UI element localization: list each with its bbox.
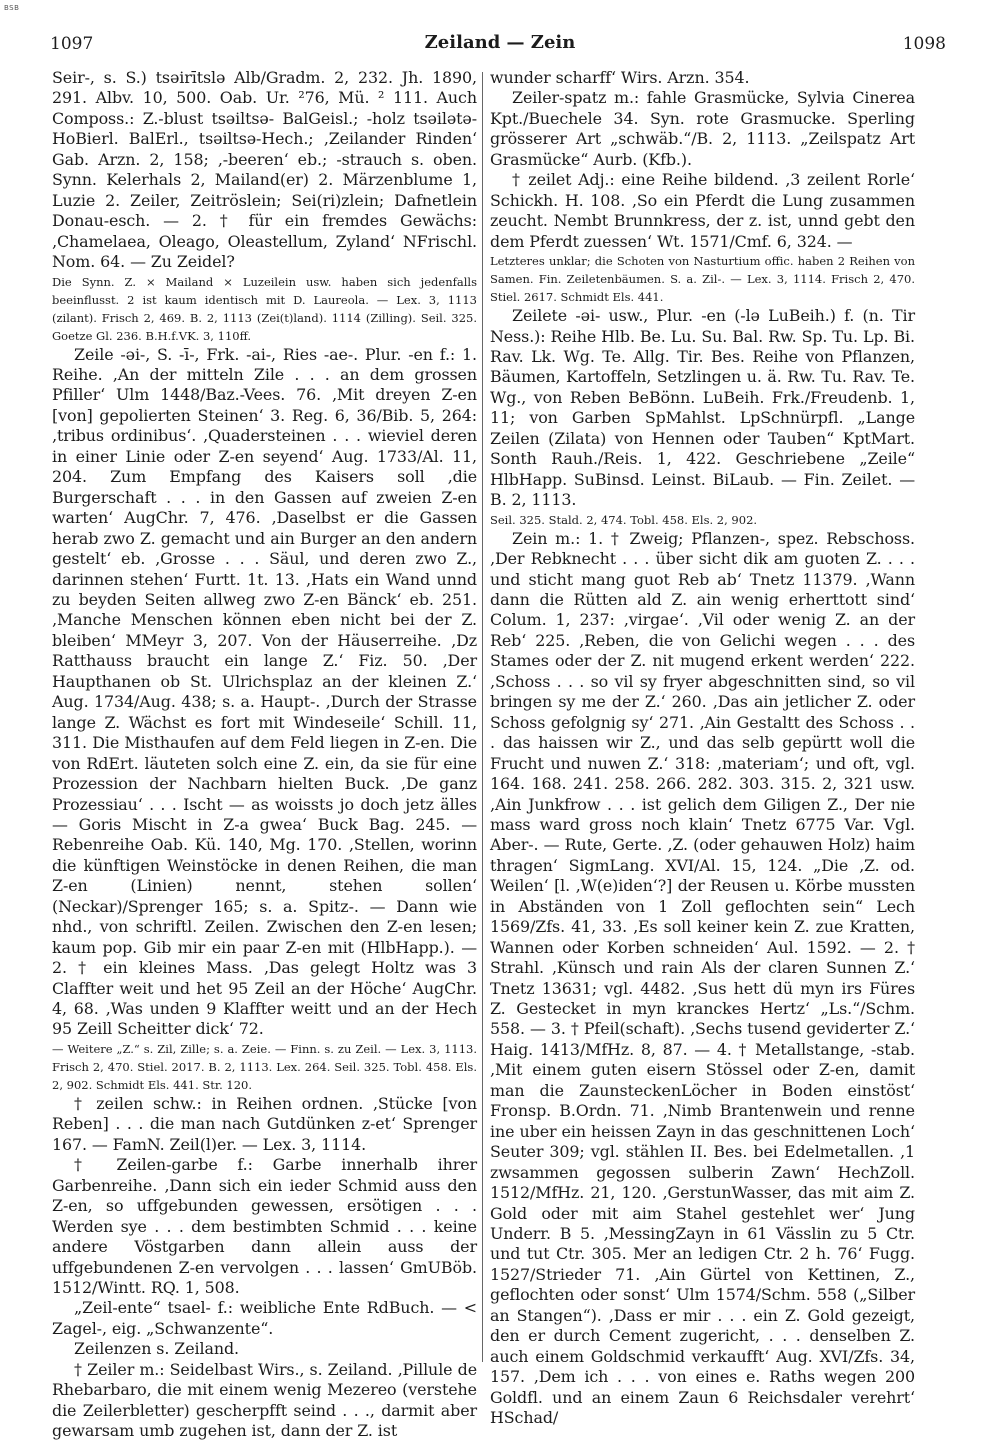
dictionary-entry: Zein m.: 1. † Zweig; Pflanzen-, spez. Rebschoss. ‚Der Rebknecht . . . über sicht dik am guoten Z. . . . und sticht mang guot Reb ab‘ Tnetz 11379. ‚Wann dann die Rütten ald Z. ain wenig erherttott sind‘ Colum. 1, 237: ‚virgae‘. ‚Vil oder wenig Z. an der Reb‘ 225. ‚Reben, die von Gelichi wegen . . . des Stames oder der Z. nit mugend erkent werden‘ 222. ‚Schoss . . . so vil sy fryer abgeschnitten sind, so vil bringen sy me der Z.‘ 260. ‚Das ain jetlicher Z. oder Schoss gefolgnig sy‘ 271. ‚Ain Gestaltt des Schoss . . . das haissen wir Z., und das selb gepürtt woll die Frucht und nuwen Z.‘ 318: ‚materiam‘; und oft, vgl. 164. 168. 241. 258. 266. 282. 303. 315. 2, 321 usw. ‚Ain Junkfrow . . . ist gelich dem Giligen Z., Der nie mass ward gross noch klain‘ Tnetz 6775 Var. Vgl. Aber-. — Rute, Gerte. ‚Z. (oder gehauwen Holz) haim thragen‘ SigmLang. XVI/Al. 15, 124. „Die ‚Z. od. Weilen‘ [l. ‚W(e)iden‘?] der Reusen u. Körbe mussten in Abständen von 1 Zoll geflochten sein“ Lech 1569/Zfs. 41, 33. ‚Es soll keiner kein Z. zue Kratten, Wannen oder Korben schneiden‘ Aul. 1592. — 2. † Strahl. ‚Künsch und rain Als der claren Sunnen Z.‘ Tnetz 13631; vgl. 4482. ‚Sus hett dü myn irs Füres Z. Gestecket in myn kranckes Hertz‘ „Ls.“/Schm. 558. — 3. † Pfeil(schaft). ‚Sechs tusend geviderter Z.‘ Haig. 1413/MfHz. 8, 87. — 4. † Metallstange, -stab. ‚Mit einem guten eisern Stössel oder Z-en, damit man die ZaunsteckenLöcher in Boden einstöst‘ Fronsp. B.Ordn. 71. ‚Nimb Brantenwein und renne ine uber ein heissen Zayn in das geschnittenen Loch‘ Seuter 309; vgl. stählen II. Bes. bei Edelmetallen. ‚1 zwsammen gegossen sulberin Zawn‘ HechZoll. 1512/MfHz. 21, 120. ‚GerstunWasser, das mit aim Z. Gold oder mit aim Stahel gestehlet wer‘ Jung Underr. B 5. ‚MessingZayn in 61 Vässlin zu 5 Ctr. und tut Ctr. 305. Mer an ledigen Ctr. 2 h. 76‘ Fugg. 1527/Strieder 71. ‚Ain Gürtel von Kettinen, Z., geflochten oder sonst‘ Ulm 1574/Schm. 558 („Silber an Stangen“). ‚Dass er mir . . . ein Z. Gold gezeigt, den er durch Cement zugericht, . . . denselben Z. auch einem Goldschmid verkaufft‘ Aug. XVI/Zfs. 34, 157. ‚Dem ich . . . von eines e. Raths wegen 200 Goldfl. und an einem Zaun 6 Reichsdaler verehrt‘ HSchad/ <box>490 528 915 1428</box>
reference-note: — Weitere „Z.“ s. Zil, Zille; s. a. Zeie. — Finn. s. zu Zeil. — Lex. 3, 1113. Frisch 2, 470. Stiel. 2017. B. 2, 1113. Lex. 264. Seil. 325. Tobl. 458. Els. 2, 902. Schmidt Els. 441. Str. 120. <box>52 1041 477 1092</box>
dictionary-entry: † zeilen schw.: in Reihen ordnen. ‚Stücke [von Reben] . . . die man nach Gutdünken z-et‘ Sprenger 167. — FamN. Zeil(l)er. — Lex. 3, 1114. <box>52 1093 477 1154</box>
dictionary-entry: wunder scharff‘ Wirs. Arzn. 354. <box>490 68 750 87</box>
library-stamp: BSB <box>4 4 20 12</box>
running-header <box>0 30 1000 60</box>
left-column <box>52 68 477 1442</box>
dictionary-entry: Seir-, s. S.) tsəirītslə Alb/Gradm. 2, 232. Jh. 1890, 291. Albv. 10, 500. Oab. Ur. ²76, Mü. ² 111. Auch Composs.: Z.-blust tsəiltsə- BalGeisl.; -holz tsəilətə- HoBierl. BalErl., tsəiltsə-Hech.; ‚Zeilander Rinden‘ Gab. Arzn. 2, 158; ‚-beeren‘ eb.; -strauch s. oben. Synn. Kelerhals 2, Mailand(er) 2. Märzenblume 1, Luzie 2. Zeiler, Zeitröslein; Sei(ri)zlein; Dafnetlein Donau-esch. — 2. † für ein fremdes Gewächs: ‚Chamelaea, Oleago, Oleastellum, Zyland‘ NFrischl. Nom. 64. — Zu Zeidel? <box>52 68 477 272</box>
reference-note: Seil. 325. Stald. 2, 474. Tobl. 458. Els. 2, 902. <box>490 512 758 527</box>
dictionary-entry: Zeilete -əi- usw., Plur. -en (-lə LuBeih.) f. (n. Tir Ness.): Reihe Hlb. Be. Lu. Su. Bal. Rw. Sp. Tu. Lp. Bi. Rav. Lk. Wg. Te. Allg. Tir. Bes. Reihe von Pflanzen, Bäumen, Kartoffeln, Setzlingen u. ä. Rw. Tu. Rav. Te. Wg., von Reben BeBönn. LuBeih. Frk./Freudenb. 1, 11; von Garben SpMahlst. LpSchnürpfl. „Lange Zeilen (Zilata) von Hennen oder Tauben“ KptMart. Sonth Rauh./Reis. 1, 422. Geschriebene „Zeile“ HlbHapp. SuBinsd. Leinst. BiLaub. — Fin. Zeilet. — B. 2, 1113. <box>490 306 915 510</box>
reference-note: Letzteres unklar; die Schoten von Nasturtium offic. haben 2 Reihen von Samen. Fin. Zeiletenbäumen. S. a. Zil-. — Lex. 3, 1114. Frisch 2, 470. Stiel. 2617. Schmidt Els. 441. <box>490 254 915 305</box>
right-column <box>490 68 915 1429</box>
dictionary-entry: Zeilenzen s. Zeiland. <box>74 1339 240 1359</box>
reference-note: Die Synn. Z. × Mailand × Luzeilein usw. haben sich jedenfalls beeinflusst. 2 ist kaum identisch mit D. Laureola. — Lex. 3, 1113 (zilant). Frisch 2, 469. B. 2, 1113 (Zei(t)land). 1114 (Zilling). Seil. 325. Goetze Gl. 236. B.H.f.VK. 3, 110ff. <box>52 274 477 343</box>
column-divider <box>482 72 483 1362</box>
dictionary-entry: „Zeil-ente“ tsael- f.: weibliche Ente RdBuch. — < Zagel-, eig. „Schwanzente“. <box>52 1298 477 1338</box>
dictionary-entry: Zeile -əi-, S. -ī-, Frk. -ai-, Ries -ae-. Plur. -en f.: 1. Reihe. ‚An der mitteln Zile . . . an dem grossen Pfiller‘ Ulm 1448/Baz.-Vees. 76. ‚Mit dreyen Z-en [von] gepolierten Steinen‘ 3. Reg. 6, 36/Bib. 5, 264: ‚tribus ordinibus‘. ‚Quadersteinen . . . wieviel deren in einer Linie oder Z-en seyend‘ Aug. 1733/Al. 11, 204. Zum Empfang des Kaisers soll ‚die Burgerschaft . . . in den Gassen auf zweien Z-en warten‘ AugChr. 7, 476. ‚Daselbst er die Gassen herab zwo Z. gemacht und ain Burger an den andern gestelt‘ eb. ‚Grosse . . . Säul, und deren zwo Z., darinnen stehen‘ Furtt. 1t. 13. ‚Hats ein Wand unnd zu beyden Seiten allweg zwo Z-en Bänck‘ eb. 251. ‚Manche Menschen können eben nicht bei der Z. bleiben‘ MMeyr 3, 207. Von der Häuserreihe. ‚Dz Ratthauss braucht ein lange Z.‘ Fiz. 50. ‚Der Haupthanen ob St. Ulrichsplaz an der kleinen Z.‘ Aug. 1734/Aug. 438; s. a. Haupt-. ‚Durch der Strasse lange Z. Wächst es fort mit Windeseile‘ Schill. 11, 311. Die Misthaufen auf dem Feld liegen in Z-en. Die von RdErt. läuteten solch eine Z. ein, da sie für eine Prozession der Nachbarn hielten Buck. ‚De ganz Prozessiau‘ . . . Ischt — as woissts jo doch jetz älles — Goris Mischt in Z-a gwea‘ Buck Bag. 245. — Rebenreihe Oab. Kü. 140, Mg. 170. ‚Stellen, worinn die künftigen Weinstöcke in denen Reihen, die man Z-en (Linien) nennt, stehen sollen‘ (Neckar)/Sprenger 165; s. a. Spitz-. — Dann wie nhd., von schriftl. Zeilen. Zwischen den Z-en lesen; kaum pop. Gib mir ein paar Z-en mit (HlbHapp.). — 2. † ein kleines Mass. ‚Das gelegt Holtz was 3 Claffter weit und het 95 Zeil an der Höche‘ AugChr. 4, 68. ‚Was unden 9 Klaffter weitt und an der Hech 95 Zeill Scheitter dick‘ 72. <box>52 344 477 1039</box>
page-number-left: 1097 <box>50 34 94 54</box>
dictionary-entry: † Zeiler m.: Seidelbast Wirs., s. Zeiland. ‚Pillule de Rhebarbaro, die mit einem wenig Mezereo (verstehe die Zeilerbletter) gescherpfft seind . . ., darmit aber gewarsam umb zugehen ist, dann der Z. ist <box>52 1359 477 1441</box>
dictionary-entry: Zeiler-spatz m.: fahle Grasmücke, Sylvia Cinerea Kpt./Buechele 34. Syn. rote Grasmucke. Sperling grösserer Art „schwäb.“/B. 2, 1113. „Zeilspatz Art Grasmücke“ Aurb. (Kfb.). <box>490 88 915 169</box>
page-number-right: 1098 <box>902 34 946 54</box>
dictionary-entry: † zeilet Adj.: eine Reihe bildend. ‚3 zeilent Rorle‘ Schickh. H. 108. ‚So ein Pferdt die Lung zusammen zeucht. Nembt Brunnkress, der z. ist, unnd gebt den dem Pferdt zuessen‘ Wt. 1571/Cmf. 6, 324. — <box>490 170 915 251</box>
dictionary-entry: † Zeilen-garbe f.: Garbe innerhalb ihrer Garbenreihe. ‚Dann sich ein ieder Schmid auss den Z-en, so uffgebunden gewessen, ersötigen . . . Werden sye . . . dem bestimbten Schmid . . . keine andere Vöstgarben dann allein auss der uffgebundenen Z-en vervolgen . . . lassen‘ GmUBöb. 1512/Wintt. RQ. 1, 508. <box>52 1155 477 1298</box>
page-title: Zeiland — Zein <box>424 32 576 53</box>
